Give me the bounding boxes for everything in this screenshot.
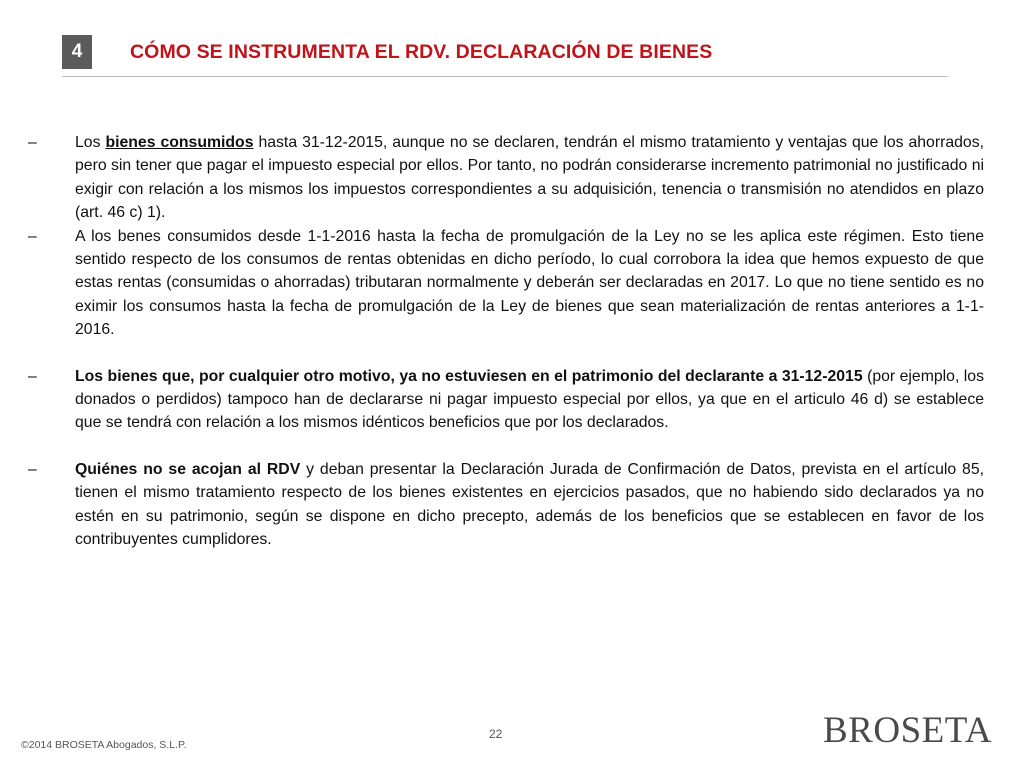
bullet-list: [28, 131, 984, 552]
slide-header: [62, 35, 948, 77]
bullet-item-consumidos-2016: [28, 225, 984, 342]
page-number: 22: [489, 727, 503, 741]
bullet-item-no-acojan-rdv: [28, 458, 984, 552]
bullet-text: Los bienes que, por cualquier otro motivo, ya no estuviesen en el patrimonio del declarante a 31-12-2015 (por ejemplo, los donados o perdidos) tampoco han de declararse ni pagar impuesto especial por ellos, ya que en el articulo 46 d) se establece que se tendrá con relación a los mismos idénticos beneficios que por los declarados.: [75, 367, 984, 432]
bullet-dash: –: [28, 134, 37, 151]
bullet-emphasis: Los bienes que, por cualquier otro motivo, ya no estuviesen en el patrimonio del declarante a 31-12-2015: [75, 367, 863, 385]
section-number-badge: 4: [62, 35, 92, 69]
slide-title: CÓMO SE INSTRUMENTA EL RDV. DECLARACIÓN DE BIENES: [130, 41, 713, 63]
bullet-text: Quiénes no se acojan al RDV y deban presentar la Declaración Jurada de Confirmación de Datos, prevista en el artículo 85, tienen el mismo tratamiento respecto de los bienes existentes en ejercicios pasados, que no habiendo sido declarados ya no estén en su patrimonio, según se dispone en dicho precepto, además de los beneficios que se establecen en favor de los contribuyentes cumplidores.: [75, 460, 985, 549]
bullet-item-bienes-consumidos: [28, 131, 984, 225]
bullet-dash: –: [28, 367, 37, 385]
bullet-item-bienes-fuera-patrimonio: [28, 365, 984, 435]
bullet-emphasis: Quiénes no se acojan al RDV: [75, 460, 301, 478]
copyright-notice: ©2014 BROSETA Abogados, S.L.P.: [21, 739, 187, 751]
bullet-text: Los bienes consumidos hasta 31-12-2015, aunque no se declaren, tendrán el mismo tratamiento y ventajas que los ahorrados, pero sin tener que pagar el impuesto especial por ellos. Por tanto, no podrán considerarse incremento patrimonial no justificado ni exigir con relación a los mismos los impuestos correspondientes a su adquisición, tenencia o transmisión no atendidos en plazo (art. 46 c) 1).: [75, 134, 984, 222]
bullet-emphasis: bienes consumidos: [105, 134, 254, 151]
bullet-dash: –: [28, 227, 37, 245]
bullet-text: A los benes consumidos desde 1-1-2016 hasta la fecha de promulgación de la Ley no se les aplica este régimen. Esto tiene sentido respecto de los consumos de rentas obtenidas en dicho período, lo cual corrobora la idea que hemos expuesto de que estas rentas (consumidas o ahorradas) tributaran normalmente y deberán ser declaradas en 2017. Lo que no tiene sentido es no eximir los consumos hasta la fecha de promulgación de la Ley de bienes que sean materialización de rentas anteriores a 1-1-2016.: [75, 227, 984, 339]
header-divider: [62, 76, 948, 77]
bullet-dash: –: [28, 460, 37, 478]
broseta-logo: BROSETA: [823, 710, 993, 751]
